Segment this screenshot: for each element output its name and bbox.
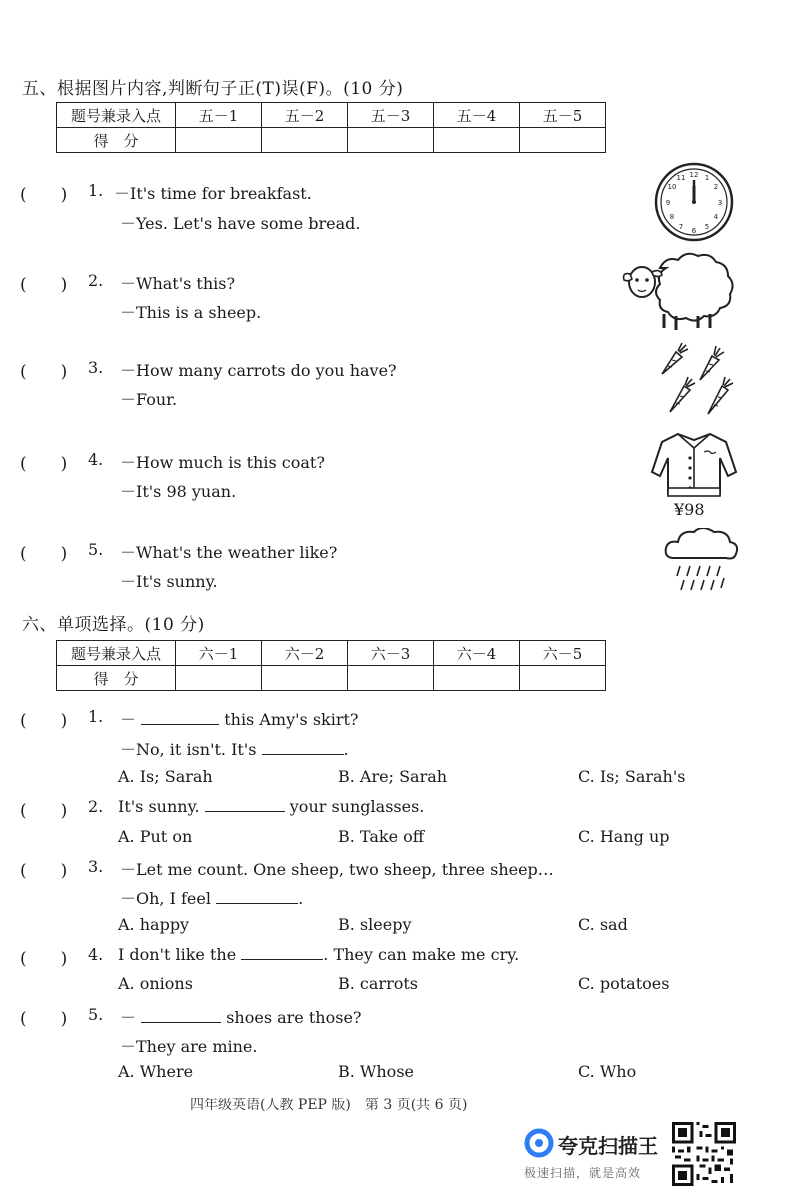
table-column-header: 六－4 <box>434 641 520 666</box>
option-a[interactable]: A. Where <box>118 1062 194 1081</box>
answer-paren[interactable]: ( ) <box>20 949 68 969</box>
svg-text:2: 2 <box>713 183 719 191</box>
option-b[interactable]: B. Take off <box>338 827 425 846</box>
score-cell[interactable] <box>520 128 606 153</box>
svg-text:9: 9 <box>665 199 671 207</box>
section5-title: 五、根据图片内容,判断句子正(T)误(F)。(10 分) <box>22 79 404 99</box>
svg-text:11: 11 <box>676 174 686 182</box>
table-column-header: 五－3 <box>348 103 434 128</box>
svg-text:12: 12 <box>689 171 699 179</box>
answer-paren[interactable]: ( ) <box>20 454 68 474</box>
fill-in-blank[interactable] <box>262 740 344 755</box>
fill-in-blank[interactable] <box>205 797 285 812</box>
question-number: 2. <box>88 797 104 816</box>
question-line: －How many carrots do you have? <box>120 361 397 380</box>
fill-in-blank[interactable] <box>141 710 219 725</box>
question-line: －Four. <box>120 390 178 409</box>
question-line: －How much is this coat? <box>120 453 325 472</box>
question-line: －What's the weather like? <box>120 543 338 562</box>
table-column-header: 五－5 <box>520 103 606 128</box>
question-text: . <box>343 740 349 759</box>
question-number: 5. <box>88 1005 104 1024</box>
score-cell[interactable] <box>434 128 520 153</box>
page-footer: 四年级英语(人教 PEP 版) 第 3 页(共 6 页) <box>190 1098 468 1112</box>
question-line: －It's time for breakfast. <box>114 184 312 203</box>
question-text: I don't like the <box>118 945 237 964</box>
svg-text:10: 10 <box>667 183 677 191</box>
table-column-header: 六－5 <box>520 641 606 666</box>
fill-in-blank[interactable] <box>216 889 298 904</box>
watermark-slogan: 极速扫描，就是高效 <box>524 1166 642 1180</box>
question-number: 3. <box>88 857 104 876</box>
question-text: － <box>120 710 137 729</box>
question-number: 1. <box>88 181 104 200</box>
score-cell[interactable] <box>262 666 348 691</box>
option-c[interactable]: C. sad <box>578 915 628 934</box>
option-c[interactable]: C. Hang up <box>578 827 670 846</box>
section6-score-table <box>56 640 606 691</box>
question-text: －Oh, I feel <box>120 889 211 908</box>
table-column-header: 五－2 <box>262 103 348 128</box>
answer-paren[interactable]: ( ) <box>20 185 68 205</box>
score-label: 得 分 <box>57 128 176 153</box>
question-line: －Yes. Let's have some bread. <box>120 214 361 233</box>
question-text: －They are mine. <box>120 1037 258 1056</box>
question-number: 5. <box>88 540 104 559</box>
table-column-header: 六－3 <box>348 641 434 666</box>
fill-in-blank[interactable] <box>241 945 323 960</box>
question-number: 2. <box>88 271 104 290</box>
section6-title: 六、单项选择。(10 分) <box>22 615 205 635</box>
option-c[interactable]: C. potatoes <box>578 974 670 993</box>
rain-cloud-icon <box>662 528 742 598</box>
option-b[interactable]: B. sleepy <box>338 915 412 934</box>
svg-text:7: 7 <box>678 223 684 231</box>
answer-paren[interactable]: ( ) <box>20 275 68 295</box>
question-number: 3. <box>88 358 104 377</box>
option-b[interactable]: B. carrots <box>338 974 418 993</box>
question-line: －It's 98 yuan. <box>120 482 237 501</box>
question-line: －What's this? <box>120 274 236 293</box>
option-a[interactable]: A. happy <box>118 915 190 934</box>
carrots-icon <box>654 340 740 418</box>
section5-score-table <box>56 102 606 153</box>
svg-text:1: 1 <box>704 174 710 182</box>
option-a[interactable]: A. onions <box>118 974 193 993</box>
answer-paren[interactable]: ( ) <box>20 861 68 881</box>
clock-icon <box>652 160 736 244</box>
table-header-label: 题号兼录入点 <box>57 103 176 128</box>
svg-text:6: 6 <box>691 227 697 235</box>
score-cell[interactable] <box>348 128 434 153</box>
answer-paren[interactable]: ( ) <box>20 1009 68 1029</box>
question-text: shoes are those? <box>226 1008 362 1027</box>
score-cell[interactable] <box>348 666 434 691</box>
table-column-header: 五－4 <box>434 103 520 128</box>
option-b[interactable]: B. Whose <box>338 1062 414 1081</box>
svg-text:8: 8 <box>669 213 675 221</box>
question-number: 1. <box>88 707 104 726</box>
svg-text:4: 4 <box>713 213 719 221</box>
question-text: . They can make me cry. <box>323 945 520 964</box>
question-text: . <box>298 889 304 908</box>
score-cell[interactable] <box>262 128 348 153</box>
svg-text:3: 3 <box>717 199 723 207</box>
question-text: －Let me count. One sheep, two sheep, three sheep… <box>120 860 554 879</box>
coat-price-label: ¥98 <box>674 500 705 519</box>
table-header-label: 题号兼录入点 <box>57 641 176 666</box>
option-c[interactable]: C. Who <box>578 1062 637 1081</box>
fill-in-blank[interactable] <box>141 1008 221 1023</box>
question-text: －No, it isn't. It's <box>120 740 257 759</box>
option-a[interactable]: A. Put on <box>118 827 193 846</box>
question-line: －This is a sheep. <box>120 303 262 322</box>
coat-icon <box>648 428 740 500</box>
answer-paren[interactable]: ( ) <box>20 801 68 821</box>
score-cell[interactable] <box>176 666 262 691</box>
question-text: － <box>120 1008 137 1027</box>
option-b[interactable]: B. Are; Sarah <box>338 767 448 786</box>
question-text: this Amy's skirt? <box>224 710 359 729</box>
watermark-brand: 夸克扫描王 <box>558 1134 658 1158</box>
answer-paren[interactable]: ( ) <box>20 711 68 731</box>
question-number: 4. <box>88 945 104 964</box>
question-text: It's sunny. <box>118 797 200 816</box>
sheep-icon <box>620 248 738 334</box>
table-column-header: 六－2 <box>262 641 348 666</box>
question-number: 4. <box>88 450 104 469</box>
answer-paren[interactable]: ( ) <box>20 362 68 382</box>
score-cell[interactable] <box>176 128 262 153</box>
question-line: －It's sunny. <box>120 572 218 591</box>
score-cell[interactable] <box>520 666 606 691</box>
table-column-header: 五－1 <box>176 103 262 128</box>
question-text: your sunglasses. <box>289 797 425 816</box>
score-label: 得 分 <box>57 666 176 691</box>
answer-paren[interactable]: ( ) <box>20 544 68 564</box>
option-c[interactable]: C. Is; Sarah's <box>578 767 686 786</box>
quark-logo-icon <box>524 1128 554 1158</box>
option-a[interactable]: A. Is; Sarah <box>118 767 213 786</box>
score-cell[interactable] <box>434 666 520 691</box>
svg-text:5: 5 <box>704 223 710 231</box>
qr-code-icon <box>672 1122 736 1186</box>
table-column-header: 六－1 <box>176 641 262 666</box>
